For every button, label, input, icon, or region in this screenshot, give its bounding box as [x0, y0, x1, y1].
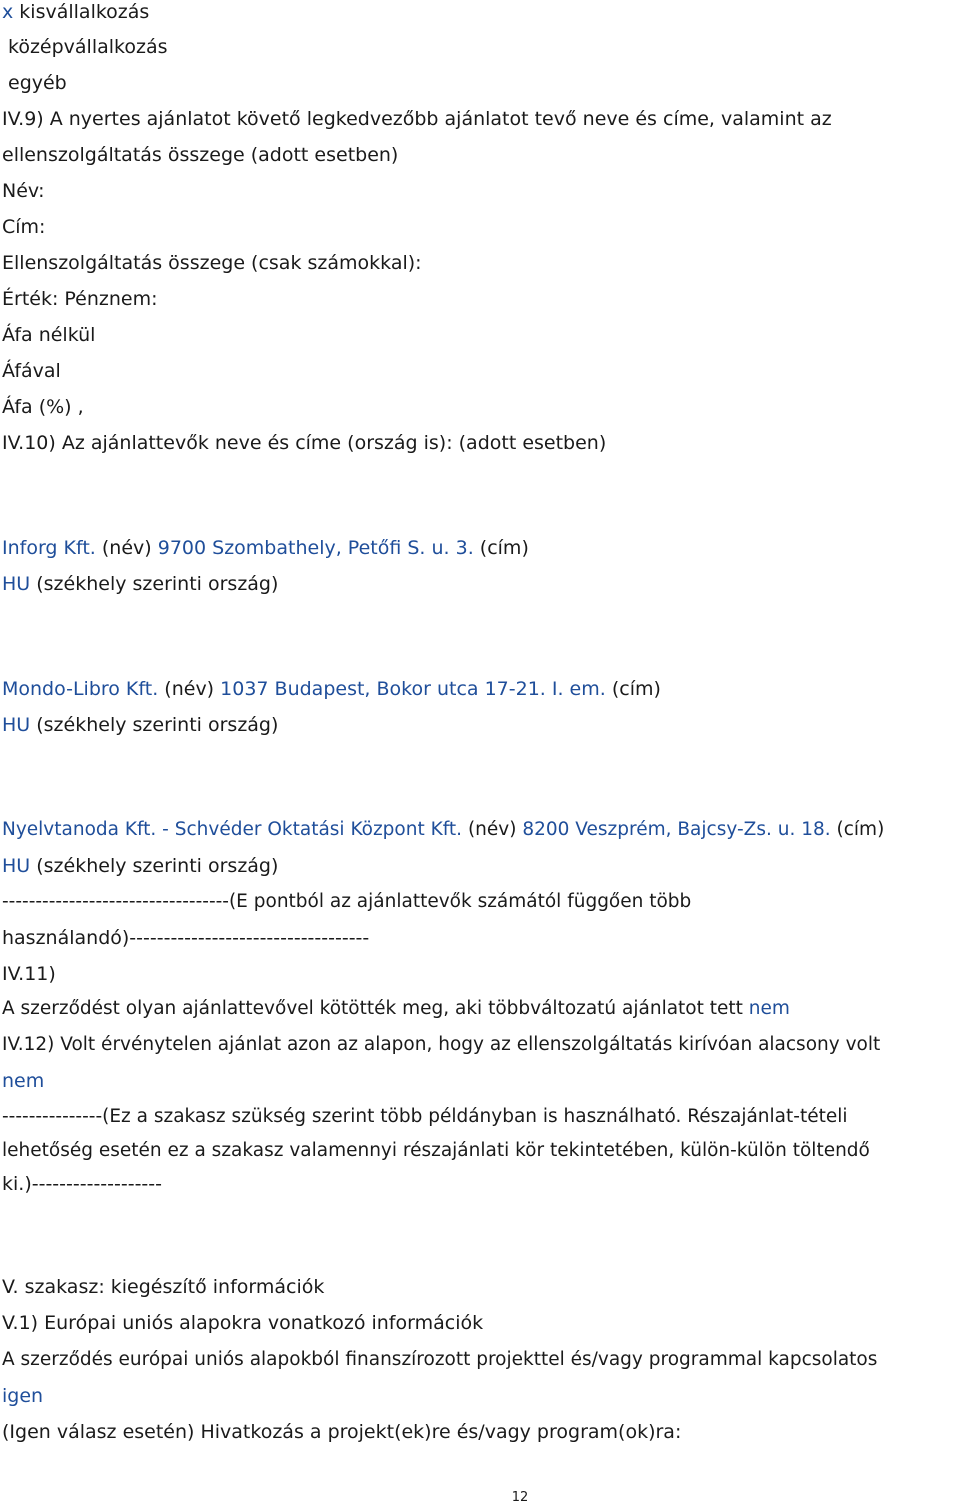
bidder-note-line2: használandó)----------------------------------- [2, 927, 370, 949]
with-vat-label: Áfával [2, 360, 61, 382]
bidder-country: HU (székhely szerinti ország) [2, 714, 279, 736]
low-price-answer: nem [2, 1070, 45, 1092]
selected-marker: x [2, 1, 14, 23]
bidder-country: HU (székhely szerinti ország) [2, 855, 279, 877]
section-note-line1: ---------------(Ez a szakasz szükség szerint több példányban is használható. Részajánlat-tételi [2, 1106, 848, 1127]
address-label: Cím: [2, 216, 46, 238]
bidder-name-address: Mondo-Libro Kft. (név) 1037 Budapest, Bokor utca 17-21. I. em. (cím) [2, 678, 661, 700]
section-iv12-question: IV.12) Volt érvénytelen ajánlat azon az alapon, hogy az ellenszolgáltatás kirívóan alacsony volt [2, 1034, 881, 1055]
bidder-country: HU (székhely szerinti ország) [2, 573, 279, 595]
without-vat-label: Áfa nélkül [2, 324, 96, 346]
amount-label: Ellenszolgáltatás összege (csak számokkal): [2, 252, 422, 274]
eu-funds-answer: igen [2, 1385, 44, 1407]
section-iv9-heading-cont: ellenszolgáltatás összege (adott esetben) [2, 144, 399, 166]
section-note-line2: lehetőség esetén ez a szakasz valamennyi részajánlati kör tekintetében, külön-külön töltendő [2, 1140, 870, 1161]
size-option-small: x kisvállalkozás [2, 1, 150, 23]
section-note-line3: ki.)------------------- [2, 1173, 162, 1195]
size-option-other: egyéb [8, 72, 67, 94]
section-v-heading: V. szakasz: kiegészítő információk [2, 1276, 325, 1298]
bidder-name-address: Inforg Kft. (név) 9700 Szombathely, Petőfi S. u. 3. (cím) [2, 537, 529, 559]
section-iv9-heading: IV.9) A nyertes ajánlatot követő legkedvezőbb ajánlatot tevő neve és címe, valamint az [2, 108, 832, 130]
value-currency-label: Érték: Pénznem: [2, 288, 158, 310]
size-option-medium: középvállalkozás [8, 36, 168, 58]
section-iv11-heading: IV.11) [2, 963, 56, 985]
project-reference-label: (Igen válasz esetén) Hivatkozás a projekt(ek)re és/vagy program(ok)ra: [2, 1421, 682, 1443]
bidder-note-line1: ----------------------------------(E pontból az ajánlattevők számától függően több [2, 891, 692, 912]
variant-bid-question: A szerződést olyan ajánlattevővel kötötték meg, aki többváltozatú ajánlatot tett nem [2, 998, 790, 1019]
eu-funds-question: A szerződés európai uniós alapokból finanszírozott projekttel és/vagy programmal kapcsolatos [2, 1349, 878, 1370]
vat-percent-label: Áfa (%) , [2, 396, 84, 418]
section-v1-heading: V.1) Európai uniós alapokra vonatkozó információk [2, 1312, 484, 1334]
section-iv10-heading: IV.10) Az ajánlattevők neve és címe (ország is): (adott esetben) [2, 432, 607, 454]
variant-bid-answer: nem [748, 998, 790, 1019]
name-label: Név: [2, 180, 45, 202]
page-number: 12 [511, 1490, 529, 1505]
bidder-name-address: Nyelvtanoda Kft. - Schvéder Oktatási Központ Kft. (név) 8200 Veszprém, Bajcsy-Zs. u. 18. (cím) [2, 819, 885, 840]
